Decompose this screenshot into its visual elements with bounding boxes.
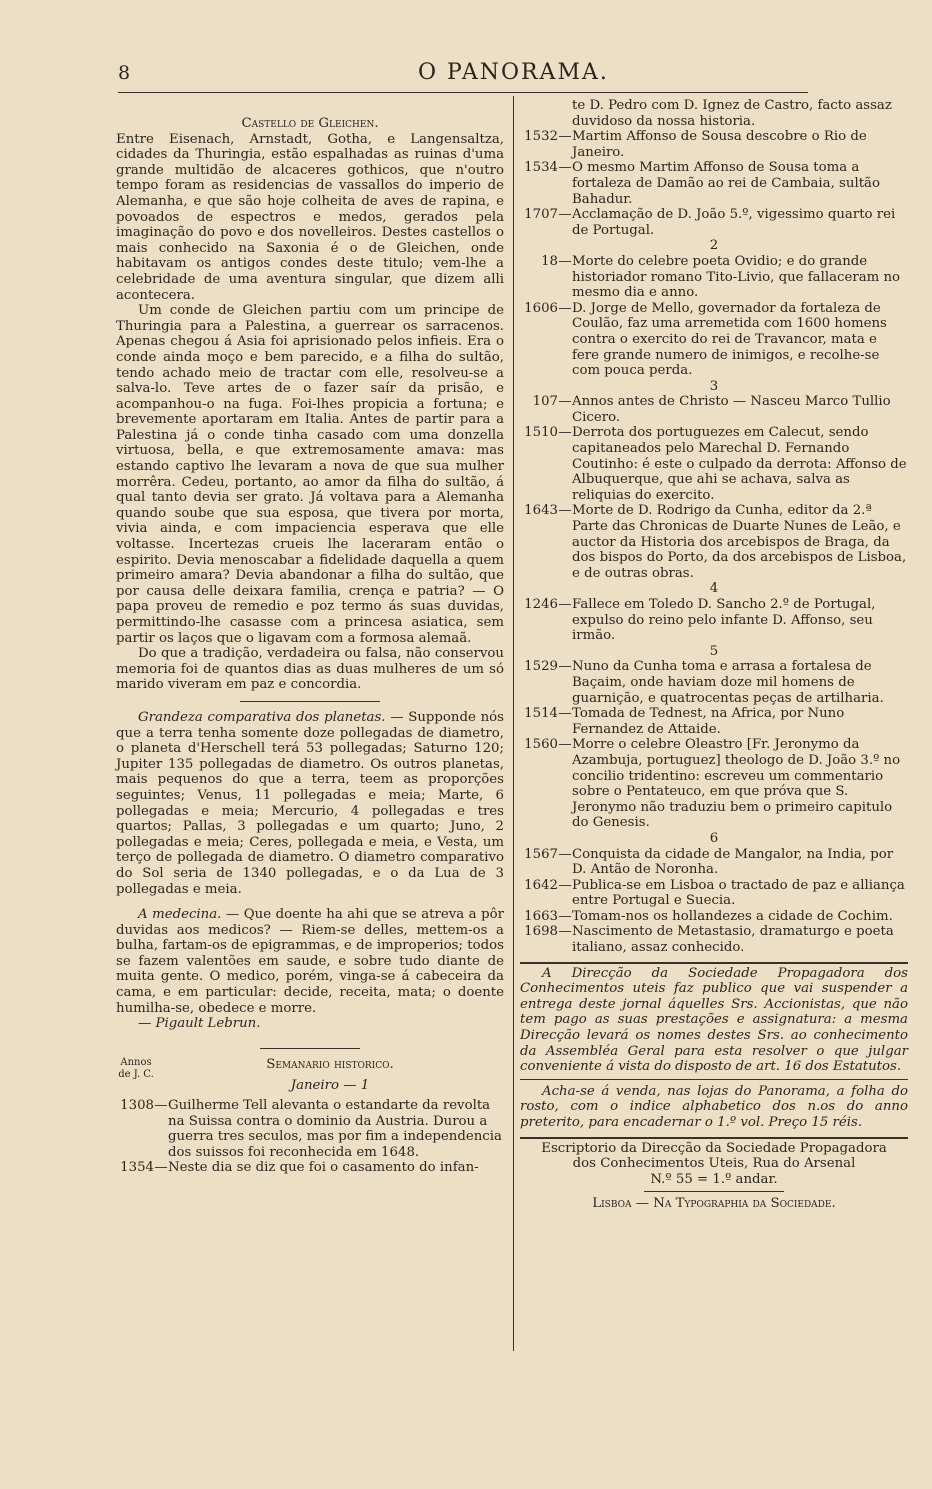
entry-year: 1246 [524,597,558,612]
entry-dash: — [154,1160,168,1176]
entry-year: 1707 [524,207,558,223]
entry-year: 1514 [524,706,558,722]
entry-year: 1567 [524,846,558,862]
section-rule [260,1048,360,1049]
notices-rule [520,962,908,964]
day-number: 4 [709,581,719,597]
entry-text: Derrota dos portuguezes em Calecut, sendo capitaneados pelo Marechal D. Fernando Coutinho: é este o culpado da derrota: Affonso de Albuquerque, que ahi se achava, salva as reliquias do exercito. [572,425,907,503]
medecina-lead: A medecina. [138,907,222,923]
history-entry [520,129,908,160]
entry-dash: — [558,129,572,145]
entry-text: Guilherme Tell alevanta o estandarte da revolta na Suissa contra o dominio da Austria. Durou a guerra tres seculos, mas por fim a independencia dos suissos foi reconhecida em 1648. [168,1098,502,1160]
semanario-title: Semanario historico. [266,1056,394,1072]
right-entries [520,129,908,955]
entry-year: 1642 [524,877,558,893]
planetas-text: — Supponde nós que a terra tenha somente doze pollegadas de diametro, o planeta d'Herschell terá 53 pollegadas; Saturno 120; Jupiter 135 pollegadas de diametro. Os outros planetas, mais pequenos do que a terra, teem as proporções seguintes; Venus, 11 pollegadas e meia; Marte, 6 pollegadas e meia; Mercurio, 4 pollegadas e tres quartos; Pallas, 3 pollegadas e um quarto; Juno, 2 pollegadas e meia; Ceres, pollegada e meia, e Vesta, um terço de pollegada de diametro. O diametro comparativo do Sol seria de 1340 pollegadas, e o da Lua de 3 pollegadas e meia. [116,709,504,897]
page-number: 8 [118,62,131,84]
history-entry [520,503,908,581]
entry-dash: — [558,394,572,410]
left-column [116,116,504,1176]
entry-text: Martim Affonso de Sousa descobre o Rio de Janeiro. [572,129,867,160]
entry-text: Nascimento de Metastasio, dramaturgo e poeta italiano, assaz conhecido. [572,924,894,956]
day-number: 5 [709,643,719,659]
entry-year: 107 [532,394,558,410]
entry-year: 1663 [524,908,558,924]
entry-text: Fallece em Toledo D. Sancho 2.º de Portugal, expulso do reino pelo infante D. Affonso, seu irmão. [572,597,876,644]
entry-dash: — [558,425,572,441]
entry-year: 1534 [524,160,558,176]
entry-text: Tomada de Tednest, na Africa, por Nuno Fernandez de Attaide. [572,706,845,737]
entry-dash: — [558,207,572,223]
entry-year: 1560 [524,737,558,753]
semanario-header [116,1057,504,1094]
annos-label: Annos de J. C. [118,1056,154,1080]
day-number: 6 [709,830,719,846]
entry-dash: — [558,908,572,924]
entry-year: 1532 [524,129,558,145]
section-rule [240,701,380,702]
entry-text: D. Jorge de Mello, governador da fortaleza de Coulão, faz uma arremetida com 1600 homens contra o exercito do rei de Travancor, mata e fere grande numero de inimigos, e recolhe-se com pouca perda. [572,300,887,379]
direccao-notice: A Direcção da Sociedade Propagadora dos Conhecimentos uteis faz publico que vai suspender a entrega deste jornal áquelles Srs. Accionistas, que não tem pago as suas prestações e assignatura: a mesma Direcção levará os nomes destes Srs. ao conhecimento da Assembléa Geral para esta resolver o que julgar conveniente á vista do disposto de art. 16 dos Estatutos. [520,965,908,1075]
entry-text: Publica-se em Lisboa o tractado de paz e alliança entre Portugal e Suecia. [572,877,905,909]
castello-title: Castello de Gleichen. [241,116,379,131]
entry-text: Morre o celebre Oleastro [Fr. Jeronymo da Azambuja, portuguez] theologo de D. João 3.º no concilio tridentino: escreveu um commentario sobre o Pentateuco, em que próva que S. Jeronymo não traduziu bem o primeiro capitulo do Genesis. [572,737,901,831]
entry-year: 1529 [524,659,558,675]
history-entry [520,394,908,425]
header-rule [118,92,808,93]
castello-paragraph-3: Do que a tradição, verdadeira ou falsa, não conservou memoria foi de quantos dias as duas mulheres de um só marido viveram em paz e concordia. [116,646,504,693]
history-entry [520,207,908,238]
entry-dash: — [558,846,572,862]
history-entry [520,847,908,878]
entry-year: 1510 [524,425,558,441]
entry-dash: — [154,1098,168,1114]
notice-rule [520,1079,908,1080]
history-entry [520,597,908,644]
medecina-author: — Pigault Lebrun. [138,1016,261,1032]
continuation-text: te D. Pedro com D. Ignez de Castro, facto assaz duvidoso da nossa historia. [572,98,892,129]
castello-paragraph-2: Um conde de Gleichen partiu com um principe de Thuringia para a Palestina, a guerrear os sarracenos. Apenas chegou á Asia foi aprisionado pelos infieis. Era o conde ainda moço e bem parecido, e a filha do sultão, tendo achado meio de tractar com elle, resolveu-se a salva-lo. Teve artes de o fazer saír da prisão, e acompanhou-o na fuga. Foi-lhes propicia a fortuna; e brevemente aportaram em Italia. Antes de partir para a Palestina já o conde tinha casado com uma donzella virtuosa, bella, e que extremosamente amava: mas estando captivo lhe levaram a nova de que sua mulher morrêra. Cedeu, portanto, ao amor da filha do sultão, á qual tanto devia ser grato. Já voltava para a Alemanha quando soube que sua esposa, que tivera por morta, vivia ainda, e com impaciencia esperava que elle voltasse. Incertezas crueis lhe laceraram então o espirito. Devia menoscabar a fidelidade daquella a quem primeiro amara? Devia abandonar a filha do sultão, que por causa delle deixara familia, crença e patria? — O papa proveu de remedio e poz termo ás suas duvidas, permittindo-lhe casasse com a princesa asiatica, sem partir os laços que o ligavam com a formosa alemaã. [116,303,504,646]
escriptorio-line-2: dos Conhecimentos Uteis, Rua do Arsenal [572,1156,856,1172]
right-column [520,98,908,1212]
entry-year: 1643 [524,503,558,519]
history-entry [520,160,908,207]
entry-dash: — [558,877,572,893]
page-header [118,60,808,94]
entry-year: 18 [541,253,558,269]
entry-dash: — [558,597,572,612]
entry-year: 1606 [524,300,558,316]
entry-text: Morte do celebre poeta Ovidio; e do grande historiador romano Tito-Livio, que fallaceram no mesmo dia e anno. [572,253,901,301]
column-divider [513,96,514,1351]
entry-year: 1308 [120,1098,154,1114]
entry-text: Acclamação de D. João 5.º, vigessimo quarto rei de Portugal. [572,207,896,238]
entry-text: O mesmo Martim Affonso de Sousa toma a fortaleza de Damão ao rei de Cambaia, sultão Bahadur. [572,160,880,207]
medecina-text: — Que doente ha ahi que se atreva a pôr duvidas aos medicos? — Riem-se delles, mettem-os a bulha, fartam-os de epigrammas, e de improperios; todos se fazem valentões em saude, e sobre tudo diante de muita gente. O medico, porém, vinga-se á cabeceira da cama, e em particular: decide, receita, mata; o doente humilha-se, obedece e morre. [116,907,505,1016]
entry-dash: — [558,253,572,269]
history-entry [520,425,908,503]
entry-dash: — [558,503,572,519]
entry-text: Conquista da cidade de Mangalor, na India, por D. Antão de Noronha. [572,846,894,878]
entry-text: Tomam-nos os hollandezes a cidade de Cochim. [572,908,893,924]
history-entry [520,924,908,955]
history-entry [520,659,908,706]
left-entries [116,1098,504,1176]
continuation-entry [520,98,908,129]
semanario-month: Janeiro — 1 [290,1078,370,1094]
entry-text: Annos antes de Christo — Nasceu Marco Tullio Cicero. [572,394,891,425]
notice-rule [520,1137,908,1139]
history-entry [520,254,908,301]
escriptorio-line-3: N.º 55 = 1.º andar. [650,1171,778,1187]
entry-year: 1354 [120,1160,154,1176]
entry-text: Neste dia se diz que foi o casamento do infan- [168,1160,479,1176]
medecina-article [116,907,504,1016]
entry-dash: — [558,737,572,753]
planetas-lead: Grandeza comparativa dos planetas. [138,709,386,725]
entry-dash: — [558,659,572,675]
entry-text: Morte de D. Rodrigo da Cunha, editor da 2.ª Parte das Chronicas de Duarte Nunes de Leão, e auctor da Historia dos arcebispos de Braga, da dos bispos do Porto, da dos arcebispos de Lisboa, e de outras obras. [572,503,907,581]
masthead-title: O PANORAMA. [418,60,609,85]
entry-dash: — [558,924,572,940]
entry-dash: — [558,160,572,176]
entry-dash: — [558,300,572,316]
history-entry [116,1098,504,1160]
history-entry [520,301,908,379]
day-number: 2 [709,238,719,254]
entry-year: 1698 [524,924,558,940]
history-entry [520,909,908,925]
planetas-article [116,710,504,897]
history-entry [520,706,908,737]
imprint: Lisboa — Na Typographia da Sociedade. [592,1196,836,1212]
history-entry [520,737,908,831]
entry-dash: — [558,706,572,722]
entry-text: Nuno da Cunha toma e arrasa a fortalesa de Baçaim, onde haviam doze mil homens de guarnição, e quatrocentas peças de artilharia. [572,659,884,706]
castello-paragraph-1: Entre Eisenach, Arnstadt, Gotha, e Langensaltza, cidades da Thuringia, estão espalhadas as ruinas d'uma grande multidão de alcaceres gothicos, que n'outro tempo foram as residencias de vassallos do imperio de Alemanha, e que são hoje colheita de aves de rapina, e povoados de espectros e medos, gerados pela imaginação do povo e dos novelleiros. Destes castellos o mais conhecido na Saxonia é o de Gleichen, onde habitavam os antigos condes deste titulo; vem-lhe a celebridade de uma aventura singular, que dizem alli acontecera. [116,131,504,303]
escriptorio-line-1: Escriptorio da Direcção da Sociedade Propagadora [541,1140,887,1156]
history-entry [116,1160,504,1176]
imprint-rule [644,1191,784,1192]
day-number: 3 [709,378,719,394]
history-entry [520,878,908,909]
venda-notice: Acha-se á venda, nas lojas do Panorama, a folha do rosto, com o indice alphabetico dos n.os do anno preterito, para encadernar o 1.º vol. Preço 15 réis. [520,1083,908,1130]
